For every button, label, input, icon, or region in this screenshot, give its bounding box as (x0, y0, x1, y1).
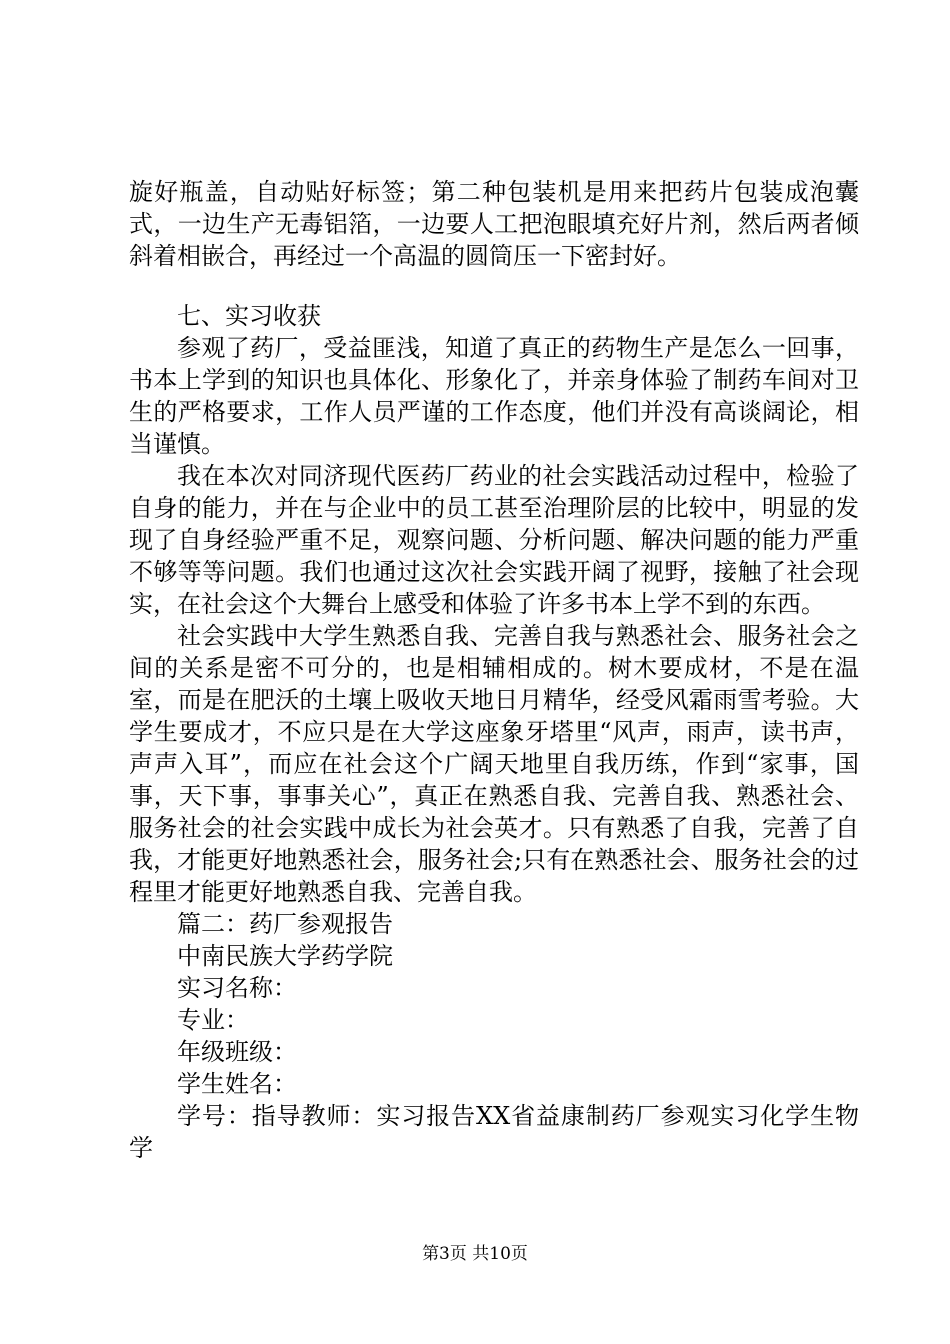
paragraph-continued: 旋好瓶盖，自动贴好标签；第二种包装机是用来把药片包装成泡囊式，一边生产无毒铝箔，一边要人工把泡眼填充好片剂，然后两者倾斜着相嵌合，再经过一个高温的圆筒压一下密封好。 (129, 178, 859, 270)
school-name: 中南民族大学药学院 (177, 942, 393, 970)
field-student-id-line: 学号：指导教师：实习报告XX省益康制药厂参观实习化学生物学 (129, 1102, 859, 1162)
paragraph-1: 参观了药厂，受益匪浅，知道了真正的药物生产是怎么一回事，书本上学到的知识也具体化、形象化了，并亲身体验了制药车间对卫生的严格要求，工作人员严谨的工作态度，他们并没有高谈阔论，相当谨慎。 (129, 334, 859, 458)
page-number-footer: 第3页 共10页 (422, 1244, 528, 1264)
field-grade-class: 年级班级： (177, 1038, 297, 1066)
document-body (129, 176, 859, 1164)
section-heading: 七、实习收获 (177, 302, 321, 330)
field-internship-name: 实习名称： (177, 974, 297, 1002)
field-student-name: 学生姓名： (177, 1070, 297, 1098)
article-title: 篇二：药厂参观报告 (177, 910, 393, 938)
paragraph-gap (129, 272, 859, 300)
field-major: 专业： (177, 1006, 249, 1034)
paragraph-2: 我在本次对同济现代医药厂药业的社会实践活动过程中，检验了自身的能力，并在与企业中的员工甚至治理阶层的比较中，明显的发现了自身经验严重不足，观察问题、分析问题、解决问题的能力严重不够等等问题。我们也通过这次社会实践开阔了视野，接触了社会现实，在社会这个大舞台上感受和体验了许多书本上学不到的东西。 (129, 462, 859, 618)
paragraph-3: 社会实践中大学生熟悉自我、完善自我与熟悉社会、服务社会之间的关系是密不可分的，也是相辅相成的。树木要成材，不是在温室，而是在肥沃的土壤上吸收天地日月精华，经受风霜雨雪考验。大学生要成才，不应只是在大学这座象牙塔里“风声，雨声，读书声，声声入耳”，而应在社会这个广阔天地里自我历练，作到“家事，国事，天下事，事事关心”，真正在熟悉自我、完善自我、熟悉社会、服务社会的社会实践中成长为社会英才。只有熟悉了自我，完善了自我，才能更好地熟悉社会，服务社会;只有在熟悉社会、服务社会的过程里才能更好地熟悉自我、完善自我。 (129, 622, 859, 906)
